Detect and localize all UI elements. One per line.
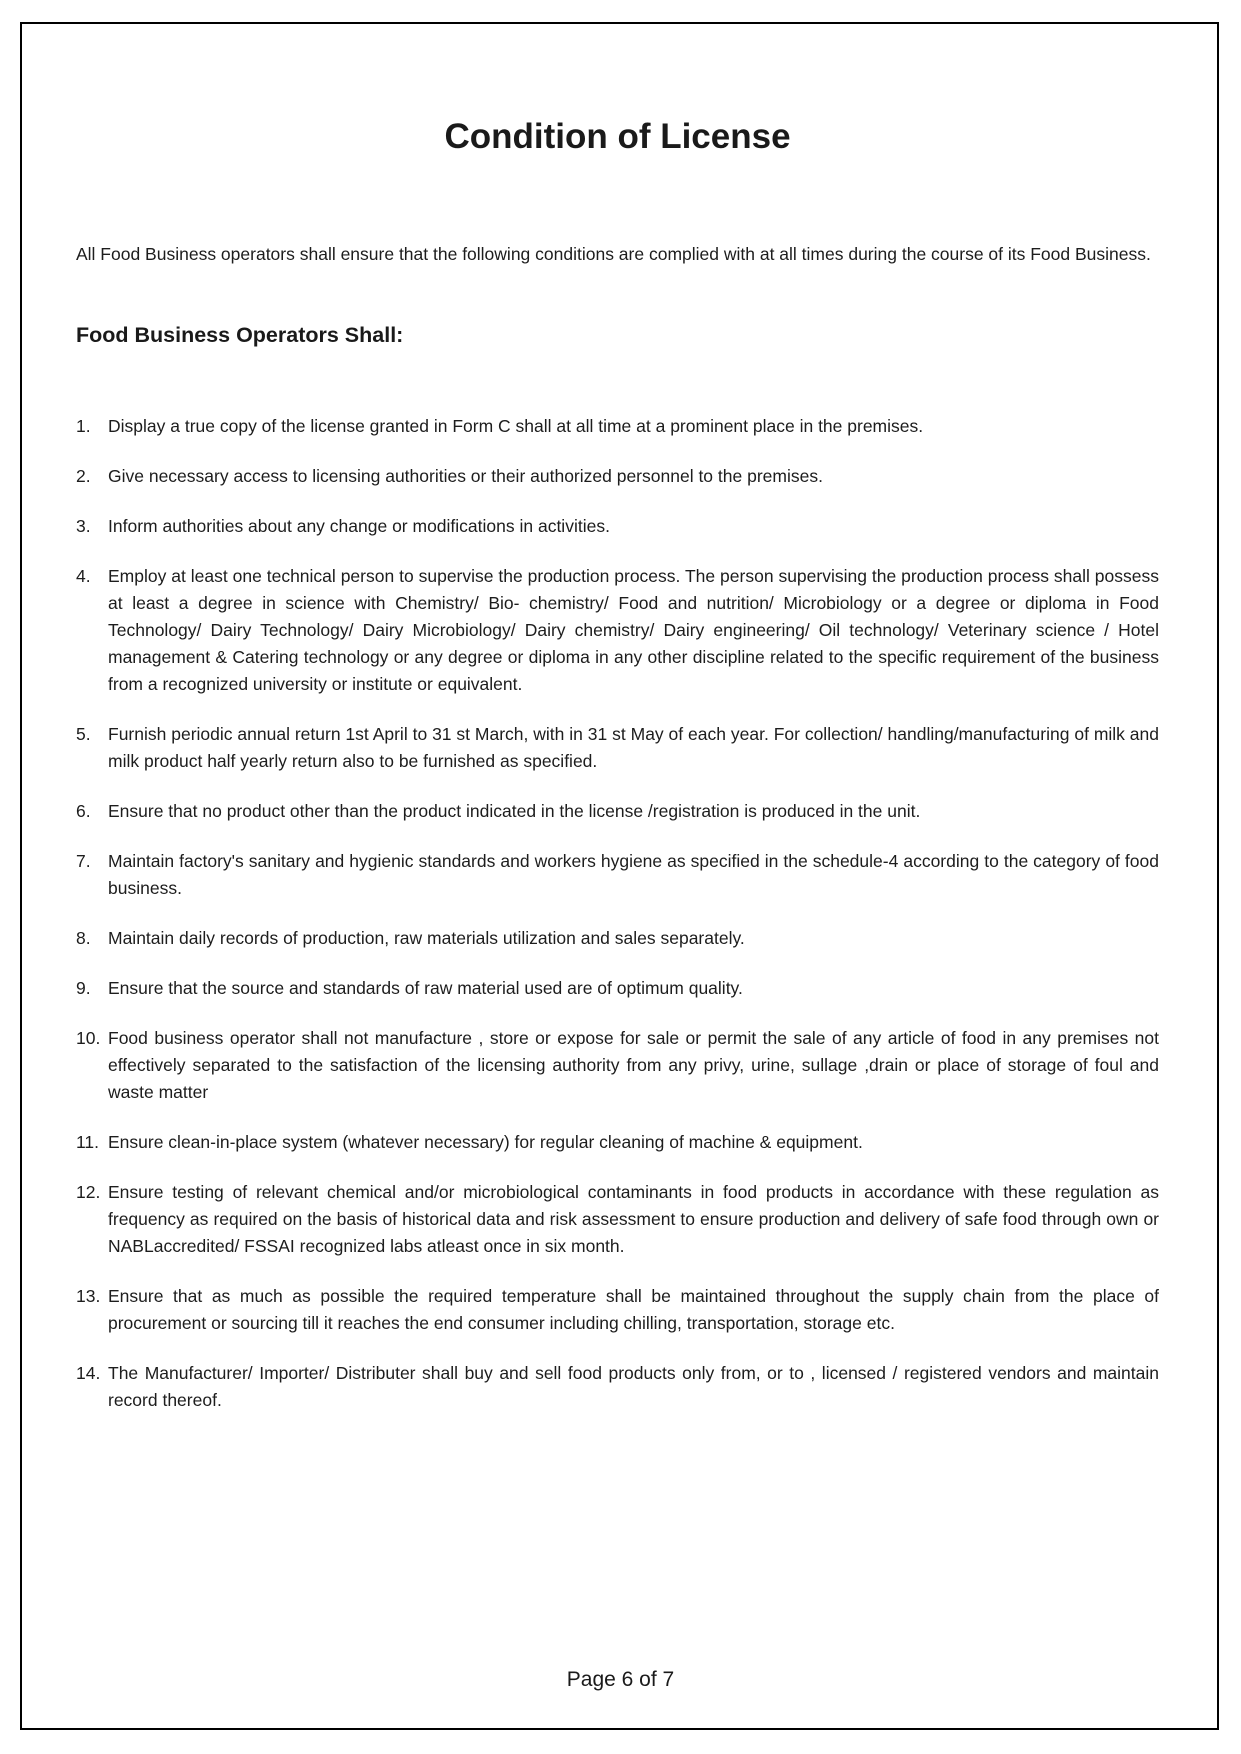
list-item-number: 5.: [76, 724, 91, 744]
list-item: [76, 463, 1159, 490]
list-item: [76, 563, 1159, 698]
list-item-number: 8.: [76, 928, 91, 948]
list-item: [76, 721, 1159, 775]
list-item-number: 1.: [76, 416, 91, 436]
intro-paragraph: All Food Business operators shall ensure that the following conditions are complied with at all times during the course of its Food Business.: [76, 244, 1151, 264]
list-item-text: Display a true copy of the license granted in Form C shall at all time at a prominent place in the premises.: [108, 416, 924, 436]
list-item-number: 6.: [76, 801, 91, 821]
list-item-number: 2.: [76, 466, 91, 486]
list-item-number: 7.: [76, 851, 91, 871]
list-item-text: Give necessary access to licensing authorities or their authorized personnel to the premises.: [108, 466, 823, 486]
list-item: [76, 798, 1159, 825]
list-item-text: Maintain factory's sanitary and hygienic standards and workers hygiene as specified in the schedule-4 according to the category of food business.: [108, 851, 1159, 898]
list-item: [76, 1179, 1159, 1260]
list-item: [76, 1025, 1159, 1106]
list-item: [76, 413, 1159, 440]
list-item-number: 14.: [76, 1363, 101, 1383]
list-item-text: Maintain daily records of production, raw materials utilization and sales separately.: [108, 928, 745, 948]
page-border-frame: [20, 22, 1219, 1730]
list-item-text: Ensure clean-in-place system (whatever necessary) for regular cleaning of machine & equipment.: [108, 1132, 863, 1152]
document-content: [22, 116, 1217, 1414]
list-item: [76, 1360, 1159, 1414]
list-item-text: Ensure testing of relevant chemical and/or microbiological contaminants in food products in accordance with these regulation as frequency as required on the basis of historical data and risk assessment to ensure production and delivery of safe food through own or NABLaccredited/ FSSAI recognized labs atleast once in six month.: [108, 1182, 1159, 1256]
page-title: Condition of License: [444, 117, 791, 156]
list-item-text: Inform authorities about any change or modifications in activities.: [108, 516, 610, 536]
list-item: [76, 975, 1159, 1002]
list-item: [76, 925, 1159, 952]
list-item-text: Ensure that no product other than the product indicated in the license /registration is produced in the unit.: [108, 801, 921, 821]
list-item-text: Employ at least one technical person to supervise the production process. The person supervising the production process shall possess at least a degree in science with Chemistry/ Bio- chemistry/ Food and nutrition/ Microbiology or a degree or diploma in Food Technology/ Dairy Technology/ Dairy Microbiology/ Dairy chemistry/ Dairy engineering/ Oil technology/ Veterinary science / Hotel management & Catering technology or any degree or diploma in any other discipline related to the specific requirement of the business from a recognized university or institute or equivalent.: [108, 566, 1159, 694]
section-heading: Food Business Operators Shall:: [76, 323, 404, 347]
list-item-text: Food business operator shall not manufacture , store or expose for sale or permit the sale of any article of food in any premises not effectively separated to the satisfaction of the licensing authority from any privy, urine, sullage ,drain or place of storage of foul and waste matter: [108, 1028, 1159, 1102]
list-item-number: 13.: [76, 1286, 101, 1306]
list-item-number: 10.: [76, 1028, 101, 1048]
list-item-text: Ensure that as much as possible the required temperature shall be maintained throughout the supply chain from the place of procurement or sourcing till it reaches the end consumer including chilling, transportation, storage etc.: [108, 1286, 1159, 1333]
list-item: [76, 1283, 1159, 1337]
list-item: [76, 848, 1159, 902]
list-item-text: Ensure that the source and standards of raw material used are of optimum quality.: [108, 978, 743, 998]
list-item-text: Furnish periodic annual return 1st April to 31 st March, with in 31 st May of each year. For collection/ handling/manufacturing of milk and milk product half yearly return also to be furnished as specified.: [108, 724, 1159, 771]
conditions-list: [76, 413, 1159, 1414]
list-item-number: 12.: [76, 1182, 101, 1202]
list-item-number: 9.: [76, 978, 91, 998]
page-number-footer: Page 6 of 7: [566, 1668, 675, 1691]
list-item-number: 11.: [76, 1132, 100, 1152]
list-item: [76, 513, 1159, 540]
list-item: [76, 1129, 1159, 1156]
list-item-number: 4.: [76, 566, 91, 586]
list-item-number: 3.: [76, 516, 91, 536]
list-item-text: The Manufacturer/ Importer/ Distributer shall buy and sell food products only from, or to , licensed / registered vendors and maintain record thereof.: [108, 1363, 1159, 1410]
